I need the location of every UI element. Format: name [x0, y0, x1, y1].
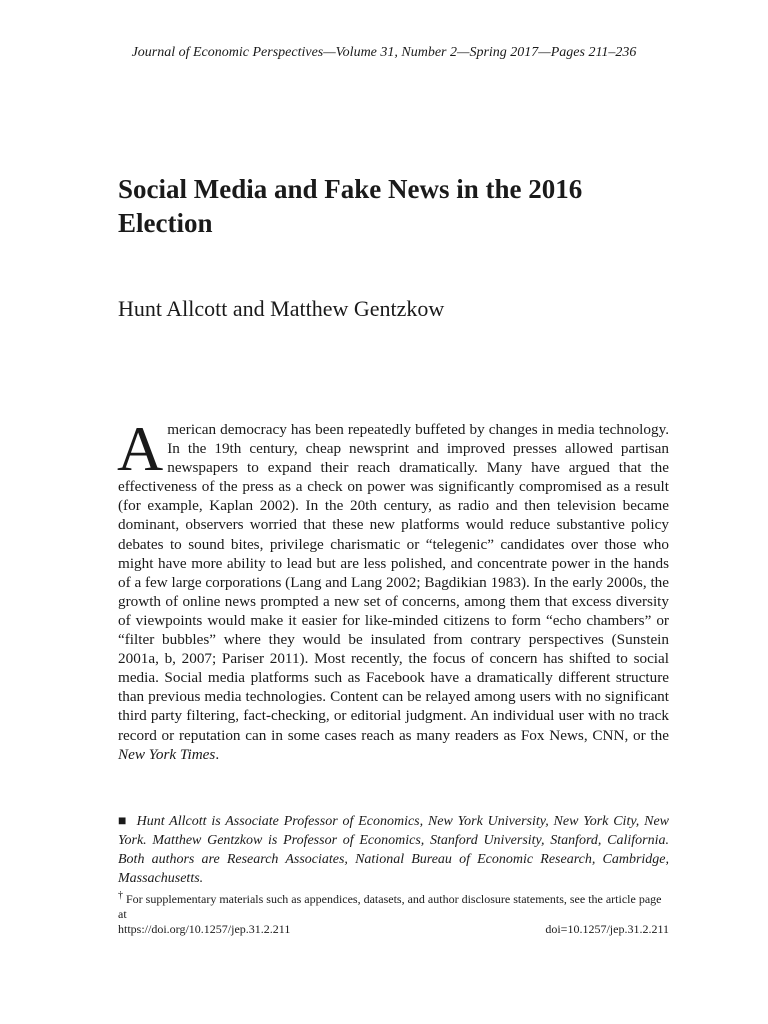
body-text: merican democracy has been repeatedly buffeted by changes in media technology. In the 19th century, cheap newsprint and improved presses allowed partisan newspapers to expand their reach dramatically. Many have argued that the effectiveness of the press as a check on power was significantly compromised as a result (for example, Kaplan 2002). In the 20th century, as radio and then television became dominant, observers worried that these new platforms would reduce substantive policy debates to sound bites, privilege charismatic or “telegenic” candidates over those who might have more ability to lead but are less polished, and concentrate power in the hands of a few large corporations (Lang and Lang 2002; Bagdikian 1983). In the early 2000s, the growth of online news prompted a new set of concerns, among them that excess diversity of viewpoints would make it easier for like-minded citizens to form “echo chambers” or “filter bubbles” where they would be insulated from contrary perspectives (Sunstein 2001a, b, 2007; Pariser 2011). Most recently, the focus of concern has shifted to social media. Social media platforms such as Facebook have a dramatically different structure than previous media technologies. Content can be relayed among users with no significant third party filtering, fact-checking, or editorial judgment. An individual user with no track record or reputation can in some cases reach as many readers as Fox News, CNN, or the: [118, 421, 669, 744]
publication-name: New York Times: [118, 745, 216, 763]
body-paragraph: [117, 413, 669, 764]
article-title: Social Media and Fake News in the 2016 Election: [118, 174, 583, 238]
article-url-link[interactable]: https://doi.org/10.1257/jep.31.2.211: [118, 922, 291, 936]
supplementary-note: [118, 888, 669, 937]
square-marker-icon: ■: [118, 814, 128, 829]
dagger-icon: †: [118, 890, 123, 901]
supplementary-text: For supplementary materials such as appendices, datasets, and author disclosure statements, see the article page at: [118, 892, 662, 921]
supplementary-links-row: [118, 922, 669, 937]
author-note: [118, 812, 669, 888]
drop-cap: A: [117, 413, 164, 484]
article-authors: Hunt Allcott and Matthew Gentzkow: [118, 296, 445, 321]
body-text-end: .: [215, 745, 220, 763]
author-note-text: Hunt Allcott is Associate Professor of Economics, New York University, New York City, New York. Matthew Gentzkow is Professor of Economics, Stanford University, Stanford, California. Both authors are Research Associates, National Bureau of Economic Research, Cambridge, Massachusetts.: [118, 814, 669, 886]
doi-label: doi=10.1257/jep.31.2.211: [545, 922, 669, 936]
journal-header: Journal of Economic Perspectives—Volume 31, Number 2—Spring 2017—Pages 211–236: [131, 45, 637, 60]
supplementary-text-block: [118, 888, 669, 922]
